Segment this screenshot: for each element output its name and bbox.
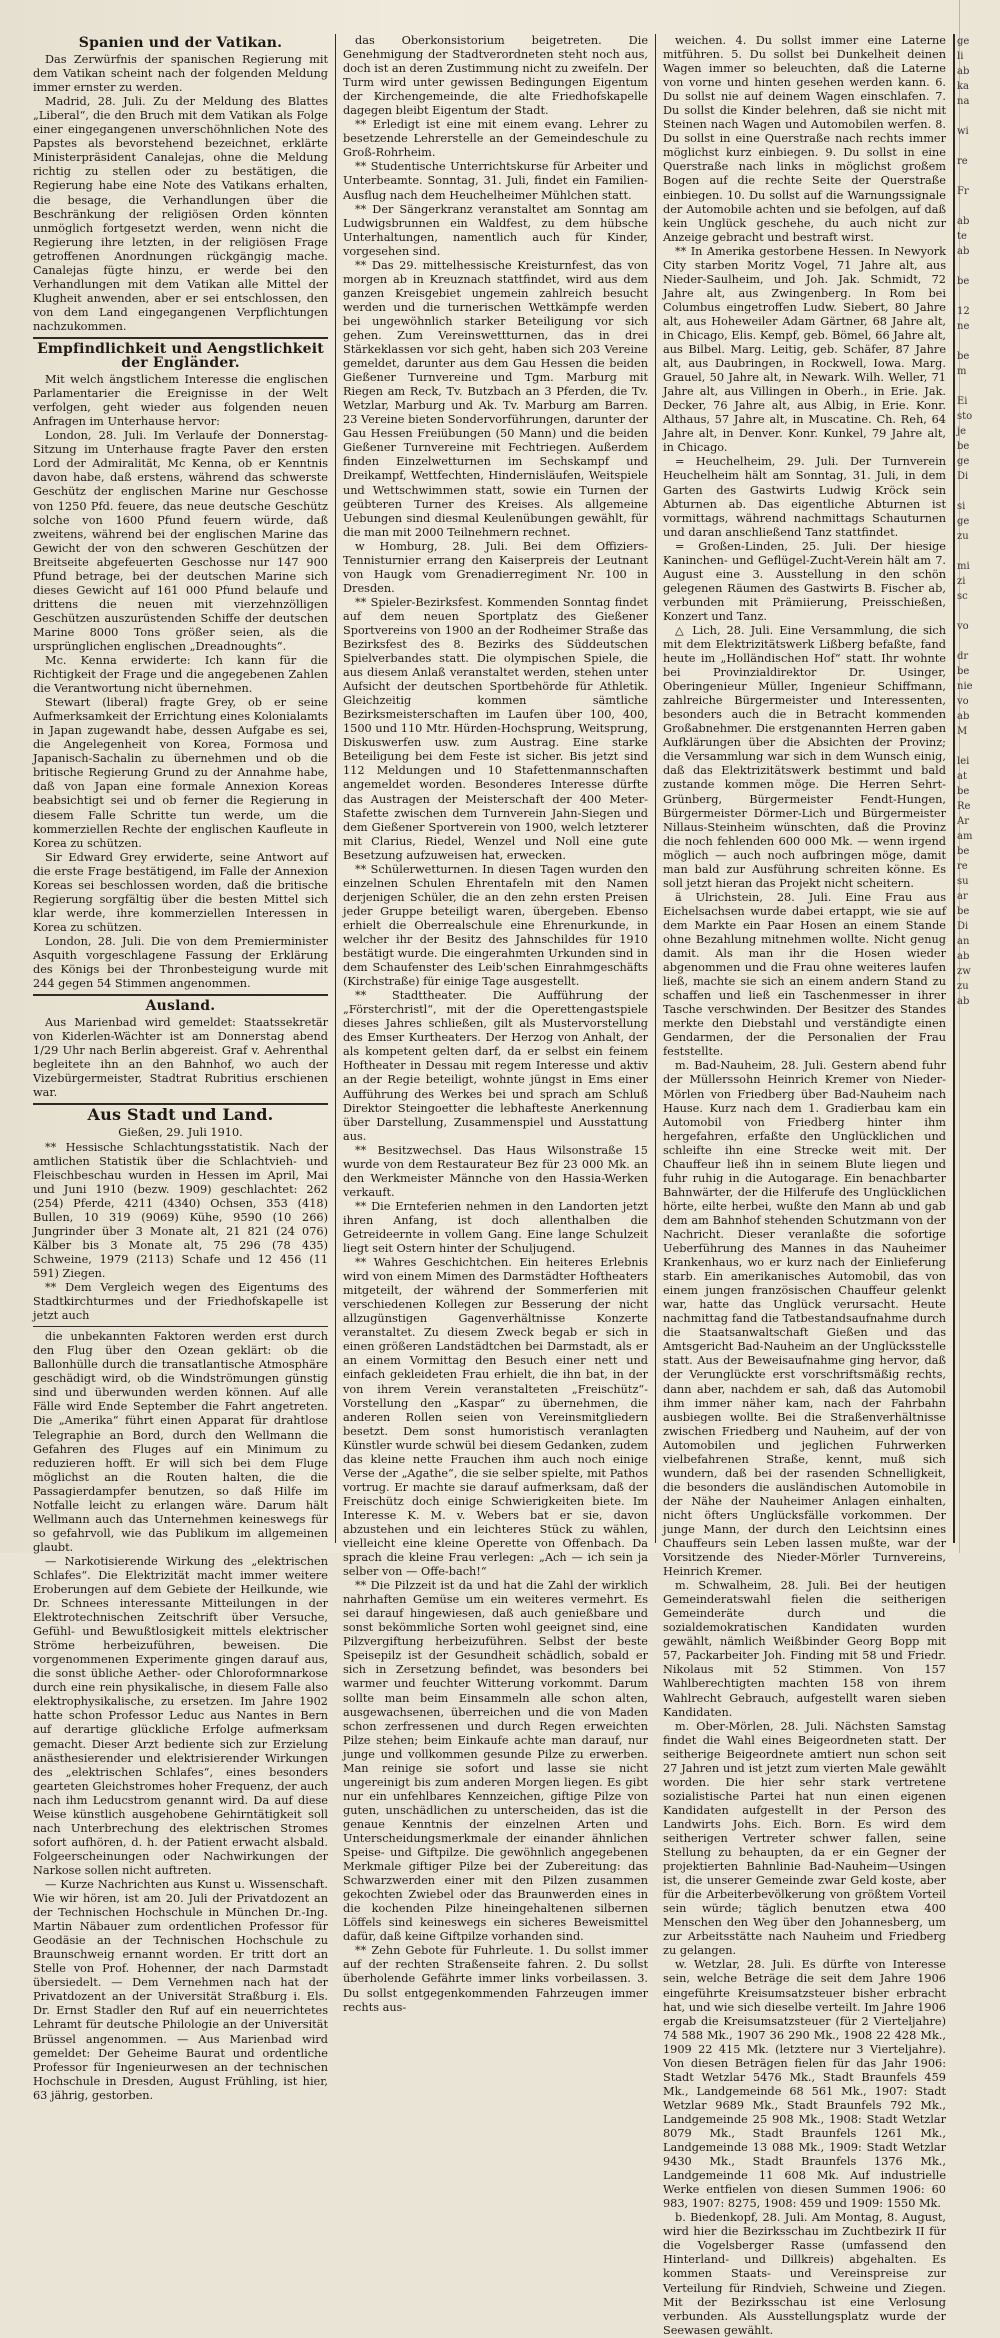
paragraph: ** Das 29. mittelhessische Kreisturnfest, das von morgen ab in Kreuznach stattfindet, wird aus dem ganzen Kreisgebiet ungemein zahlreich besucht werden und die turnerischen Wettkämpfe werden bei ungewöhnlich starker Beteiligung vor sich gehen. Zum Vereinswettturnen, das in drei Stärkeklassen vor sich geht, haben sich 203 Vereine gemeldet, darunter aus dem Gau Hessen die beiden Gießener Turnvereine und Tgm. Marburg mit Riegen am Reck, Tv. Butzbach an 3 Pferden, die Tv. Wetzlar, Marburg und Ak. Tv. Marburg am Barren. 23 Vereine bieten Sondervorführungen, darunter der Gau Hessen Freiübungen (50 Mann) und die beiden Gießener Turnvereine mit Fechtriegen. Außerdem finden Einzelwetturnen im Sechskampf und Dreikampf, Wettfechten, Hindernisläufen, Weitspiele und Wettschwimmen statt, sowie ein Turnen der geübteren Turner des Kreises. Als allgemeine Uebungen sind diesmal Keulenübungen gewählt, für die man mit 2000 Teilnehmern rechnet.	[343, 258, 648, 539]
paragraph: ** Schülerwetturnen. In diesen Tagen wurden den einzelnen Schulen Ehrentafeln mit den Namen derjenigen Schüler, die an den zehn ersten Preisen jeder Gruppe beteiligt waren, übergeben. Ebenso erhielt die Oberrealschule eine Ehrenurkunde, in welcher ihr der Besitz des Jahnschildes für 1910 bestätigt wurde. Die eingerahmten Urkunden sind in dem Schaufenster des Leib'schen Einrahmgeschäfts (Kirchstraße) für einige Tage ausgestellt.	[343, 862, 648, 989]
paragraph: — Kurze Nachrichten aus Kunst u. Wissenschaft. Wie wir hören, ist am 20. Juli der Privatdozent an der Technischen Hochschule in München Dr.-Ing. Martin Näbauer zum ordentlichen Professor für Geodäsie an der Technischen Hochschule zu Braunschweig ernannt worden. Er tritt dort an Stelle von Prof. Hohenner, der nach Darmstadt übersiedelt. — Dem Vernehmen nach hat der Privatdozent an der Universität Straßburg i. Els. Dr. Ernst Stadler den Ruf auf ein neuerrichtetes Lehramt für deutsche Philologie an der Universität Brüssel angenommen. — Aus Marienbad wird gemeldet: Der Geheime Baurat und ordentliche Professor für Ingenieurwesen an der technischen Hochschule in Dresden, August Frühling, ist hier, 63 jährig, gestorben.	[33, 1878, 328, 2102]
paragraph: ** In Amerika gestorbene Hessen. In Newyork City starben Moritz Vogel, 71 Jahre alt, aus Nieder-Saulheim, und Joh. Jak. Schmidt, 72 Jahre alt, aus Zwingenberg. In Rom bei Columbus eingetroffen Ludw. Siebert, 80 Jahre alt, aus Hoheweiler Adam Gärtner, 68 Jahre alt, in Chicago, Elis. Kempf, geb. Bömel, 66 Jahre alt, aus Bilbel. Marg. Leitig, geb. Schäfer, 87 Jahre alt, aus Daubringen, in Rockwell, Iowa. Marg. Grauel, 50 Jahre alt, in Newark. Wilh. Weller, 71 Jahre alt, aus Villingen in Oberh., in Erie. Jak. Decker, 76 Jahre alt, aus Albig, in Erie. Konr. Althaus, 57 Jahre alt, in Muscatine. Ch. Reh, 64 Jahre alt, in Denver. Konr. Kunkel, 79 Jahre alt, in Chicago.	[663, 244, 946, 455]
paragraph: ** Die Ernteferien nehmen in den Landorten jetzt ihren Anfang, ist doch allenthalben die Getreideernte in vollem Gang. Eine lange Schulzeit liegt seit Ostern hinter der Schuljugend.	[343, 1199, 648, 1256]
heading-ausland: Ausland.	[145, 998, 216, 1015]
paragraph: ** Erledigt ist eine mit einem evang. Lehrer zu besetzende Lehrerstelle an der Gemeindeschule zu Groß-Rohrheim.	[343, 118, 648, 160]
heading-spain: Spanien und der Vatikan.	[78, 35, 283, 51]
edge-fragments: ge li ab ka na wi re Fr ab te ab be 12 ne be m Ei sto je be ge Di si ge zu mi zi sc vo dr be nie vo ab M lei at be Re Ar am be re su ar be Di an ab zw zu ab	[957, 36, 973, 1007]
column-container	[26, 34, 986, 2337]
paragraph: ** Die Pilzzeit ist da und hat die Zahl der wirklich nahrhaften Gemüse um ein weiteres vermehrt. Es sei darauf hingewiesen, daß auch genießbare und sonst bekömmliche Sorten wohl geeignet sind, eine Pilzvergiftung herbeizuführen. Selbst der beste Speisepilz ist der Gesundheit schädlich, sobald er sich in Zersetzung befindet, was besonders bei warmer und feuchter Witterung vorkommt. Darum sollte man beim Einsammeln alle schon alten, ausgewachsenen, überreichen und die von Maden schon zerfressenen und durch Regen erweichten Pilze stehen; beim Einkaufe achte man darauf, nur junge und vollkommen gesunde Pilze zu erwerben. Man reinige sie sofort und lasse sie nicht ungereinigt bis zum anderen Morgen liegen. Es gibt nur ein unfehlbares Kennzeichen, giftige Pilze von guten, unschädlichen zu unterscheiden, das ist die genaue Kenntnis der einzelnen Arten und Unterscheidungsmerkmale der einander ähnlichen Speise- und Giftpilze. Die gewöhnlich angegebenen Merkmale giftiger Pilze bei der Zubereitung: das Schwarzwerden einer mit den Pilzen zusammen gekochten Zwiebel oder das Braunwerden eines in die kochenden Pilze hineingehaltenen silbernen Löffels sind keineswegs ein sicheres Beweismittel dafür, daß keine Giftpilze vorhanden sind.	[343, 1579, 648, 1944]
column-3	[656, 34, 954, 2337]
column-1	[26, 34, 336, 2102]
paragraph: ä Ulrichstein, 28. Juli. Eine Frau aus Eichelsachsen wurde dabei ertappt, wie sie auf dem Markte ein Paar Hosen an einem Stande ohne Bezahlung mitnehmen wollte. Nicht genug damit. Als man ihr die Hosen wieder abgenommen und die Frau ohne weiteres laufen ließ, machte sie sich an einem andern Stand zu schaffen und ließ ein Taschenmesser in ihrer Tasche verschwinden. Der Besitzer des Standes merkte den Diebstahl und verständigte einen Gendarmen, der die Personalien der Frau feststellte.	[663, 890, 946, 1059]
heading-england: Empfindlichkeit und Aengstlichkeit der Engländer.	[37, 340, 324, 372]
paragraph: weichen. 4. Du sollst immer eine Laterne mitführen. 5. Du sollst bei Dunkelheit deinen Wagen immer so beleuchten, daß die Laterne von vorne und hinten gesehen werden kann. 6. Du sollst nie auf deinem Wagen einschlafen. 7. Du sollst die Kinder belehren, daß sie nicht mit Steinen nach Wagen und Automobilen werfen. 8. Du sollst in eine Querstraße nach rechts immer möglichst kurz einbiegen. 9. Du sollst in eine Querstraße nach links in möglichst großem Bogen auf die rechte Seite der Querstraße einbiegen. 10. Du sollst auf die Warnungssignale der Automobile achten und sie befolgen, auf daß kein Unglück geschehe, du auch nicht zur Anzeige gebracht und bestraft wirst.	[663, 34, 946, 244]
page-fold-shadow	[959, 0, 960, 1553]
paragraph: ** Studentische Unterrichtskurse für Arbeiter und Unterbeamte. Sonntag, 31. Juli, findet ein Familien-Ausflug nach dem Heuchelheimer Mühlchen statt.	[343, 160, 648, 202]
paragraph: Das Zerwürfnis der spanischen Regierung mit dem Vatikan scheint nach der folgenden Meldung immer ernster zu werden.	[33, 53, 328, 95]
divider	[33, 337, 328, 339]
paragraph: △ Lich, 28. Juli. Eine Versammlung, die sich mit dem Elektrizitätswerk Lißberg befaßte, fand heute im „Holländischen Hof“ statt. Ihr wohnte bei Provinzialdirektor Dr. Usinger, Oberingenieur Müller, Ingenieur Schiffmann, zahlreiche Bürgermeister und Interessenten, besonders auch die in Betracht kommenden Großabnehmer. Die erstgenannten Herren gaben Aufklärungen über die Absichten der Provinz; die Versammlung war sich in dem Wunsch einig, daß das Elektrizitätswerk bestimmt und bald zustande kommen möge. Die Herren Sehrt-Grünberg, Bürgermeister Fendt-Hungen, Bürgermeister Dörmer-Lich und Bürgermeister Nillaus-Steinheim wünschten, daß die Provinz die noch fehlenden 600 000 Mk. — wenn irgend möglich — auch noch aufbringen möge, damit man bald zur Ausführung schreiten könne. Es soll jetzt hieran das Projekt nicht scheitern.	[663, 623, 946, 890]
paragraph: ** Der Sängerkranz veranstaltet am Sonntag am Ludwigsbrunnen ein Waldfest, zu dem hübsche Unterhaltungen, namentlich auch für Kinder, vorgesehen sind.	[343, 202, 648, 258]
paragraph: ** Stadttheater. Die Aufführung der „Försterchristl“, mit der die Operettengastspiele dieses Jahres schließen, gilt als Mustervorstellung des Emser Kurtheaters. Der Herzog von Anhalt, der als kompetent gelten darf, da er selbst ein feinem Hoftheater in Dessau mit regem Interesse und aktiv an der Regie beteiligt, wohnte jüngst in Ems einer Aufführung des Werkes bei und sprach am Schluß Direktor Steingoetter die lebhafteste Anerkennung über Darstellung, Zusammenspiel und Ausstattung aus.	[343, 989, 648, 1143]
paragraph: ** Wahres Geschichtchen. Ein heiteres Erlebnis wird von einem Mimen des Darmstädter Hoftheaters mitgeteilt, der während der Sommerferien mit verschiedenen Kollegen zur Besserung der nicht allzugünstigen Gagenverhältnisse Konzerte veranstaltet. Zu diesem Zweck begab er sich in einen größeren Landstädtchen bei Darmstadt, als er an einem Vormittag den Besuch einer nett und einfach gekleideten Frau erhielt, die ihn bat, in der von ihrem Verein veranstalteten „Freischütz“-Vorstellung den „Kaspar“ zu übernehmen, die anderen Rollen seien von Vereinsmitgliedern besetzt. Dem sonst humoristisch veranlagten Künstler wurde schwül bei diesem Gedanken, zudem das kleine nette Frauchen ihm auch noch einige Verse der „Agathe“, die sie selber spielte, mit Pathos vortrug. Er machte sie darauf aufmerksam, daß der Freischütz doch einige Schwierigkeiten biete. Im Interesse K. M. v. Webers bat er sie, davon abzustehen und ein leichteres Stück zu wählen, vielleicht eine kleine Operette von Offenbach. Da sprach die kleine Frau verlegen: „Ach — ich sein ja selber von — Offe-bach!“	[343, 1256, 648, 1579]
paragraph: w. Wetzlar, 28. Juli. Es dürfte von Interesse sein, welche Beträge die seit dem Jahre 1906 eingeführte Kreisumsatzsteuer bisher erbracht hat, und wie sich dieselbe verteilt. Im Jahre 1906 ergab die Kreisumsatzsteuer (für 2 Vierteljahre) 74 588 Mk., 1907 36 290 Mk., 1908 22 428 Mk., 1909 22 415 Mk. (letztere nur 3 Vierteljahre). Von diesen Beträgen fielen für das Jahr 1906: Stadt Wetzlar 5476 Mk., Stadt Braunfels 459 Mk., Landgemeinde 68 561 Mk., 1907: Stadt Wetzlar 9689 Mk., Stadt Braunfels 792 Mk., Landgemeinde 25 908 Mk., 1908: Stadt Wetzlar 8079 Mk., Stadt Braunfels 1261 Mk., Landgemeinde 13 088 Mk., 1909: Stadt Wetzlar 9430 Mk., Stadt Braunfels 1376 Mk., Landgemeinde 11 608 Mk. Auf industrielle Werke entfielen von diesen Summen 1906: 60 983, 1907: 8275, 1908: 459 und 1909: 1550 Mk.	[663, 1958, 946, 2211]
paragraph: = Großen-Linden, 25. Juli. Der hiesige Kaninchen- und Geflügel-Zucht-Verein hält am 7. August eine 3. Ausstellung in den schön gelegenen Räumen des Gastwirts B. Fischer ab, verbunden mit Prämiierung, Preisschießen, Konzert und Tanz.	[663, 539, 946, 623]
divider	[33, 1326, 328, 1327]
paragraph: = Heuchelheim, 29. Juli. Der Turnverein Heuchelheim hält am Sonntag, 31. Juli, in dem Garten des Gastwirts Ludwig Kröck sein Abturnen ab. Das eigentliche Abturnen ist vormittags, während nachmittags Schauturnen und daran anschließend Tanz stattfindet.	[663, 455, 946, 539]
paragraph: — Narkotisierende Wirkung des „elektrischen Schlafes“. Die Elektrizität macht immer weitere Eroberungen auf dem Gebiete der Heilkunde, wie Dr. Schnees interessante Mitteilungen in der Elektrotechnischen Zeitschrift über Versuche, Gefühl- und Bewußtlosigkeit mittels elektrischer Ströme herbeizuführen, beweisen. Die vorgenommenen Experimente gingen darauf aus, die sonst übliche Aether- oder Chloroformnarkose durch eine rein physikalische, in diesem Falle also elektrophysikalische, zu ersetzen. Im Jahre 1902 hatte schon Professor Leduc aus Nantes in Bern auf derartige glückliche Erfolge aufmerksam gemacht. Dieser Arzt bediente sich zur Erzielung anästhesierender und elektrisierender Wirkungen des „elektrischen Schlafes“, eines besonders gearteten Gleichstromes hoher Frequenz, der auch nach ihm Leducstrom genannt wird. Da auf diese Weise künstlich ausgehobene Gehirntätigkeit soll nach Unterbrechung des elektrischen Stromes sofort aufhören, d. h. der Patient erwacht alsbald. Folgeerscheinungen oder Nachwirkungen der Narkose sollen nicht auftreten.	[33, 1554, 328, 1877]
paragraph: das Oberkonsistorium beigetreten. Die Genehmigung der Stadtverordneten steht noch aus, doch ist an deren Zustimmung nicht zu zweifeln. Der Turm wird unter gewissen Bedingungen Eigentum der Kirchengemeinde, die alte Friedhofskapelle dagegen bleibt Eigentum der Stadt.	[343, 34, 648, 118]
article-spain-vatican	[33, 36, 328, 334]
paragraph: ** Besitzwechsel. Das Haus Wilsonstraße 15 wurde von dem Restaurateur Bez für 23 000 Mk. an den Werkmeister Männche von den Hassia-Werken verkauft.	[343, 1143, 648, 1199]
dateline: Gießen, 29. Juli 1910.	[118, 1125, 243, 1139]
column-2	[336, 34, 656, 2014]
paragraph: ** Dem Vergleich wegen des Eigentums des Stadtkirchturmes und der Friedhofskapelle ist jetzt auch	[33, 1281, 328, 1323]
paragraph: Sir Edward Grey erwiderte, seine Antwort auf die erste Frage bestätigend, im Falle der Annexion Koreas sei beschlossen worden, daß die britische Regierung sorgfältig über die besten Mittel sich klar werde, ihre kommerziellen Interessen in Korea zu schützen.	[33, 850, 328, 934]
paragraph: m. Bad-Nauheim, 28. Juli. Gestern abend fuhr der Müllerssohn Heinrich Kremer von Nieder-Mörlen von Friedberg über Bad-Nauheim nach Hause. Kurz nach dem 1. Gradierbau kam ein Automobil von Friedberg hinter ihm hergefahren, erfaßte den Unglücklichen und schleifte ihn eine Strecke weit mit. Der Chauffeur ließ ihn in seinem Blute liegen und fuhr ruhig in die Autogarage. Ein benachbarter Bahnwärter, der die Hilferufe des Unglücklichen hörte, eilte herbei, wußte den Mann ab und gab dem am Bahnhof stehenden Schutzmann von der Nachricht. Dieser veranlaßte die sofortige Ueberführung des Mannes in das Nauheimer Krankenhaus, wo er kurz nach der Einlieferung starb. Ein amerikanisches Automobil, das von einem jungen französischen Chauffeur gelenkt war, hatte das Unglück verursacht. Heute nachmittag fand die Tatbestandsaufnahme durch die Staatsanwaltschaft Gießen und das Amtsgericht Bad-Nauheim an der Unglücksstelle statt. Aus der Beweisaufnahme ging hervor, daß der Verunglückte erst vorschriftsmäßig rechts, dann aber, nachdem er sah, daß das Automobil ihm immer näher kam, nach der Fahrbahn ausbiegen wollte. Bei die Straßenverhältnisse zwischen Friedberg und Nauheim, auf der von Automobilen und jeglichen Fuhrwerken vielbefahrenen Straße, kennt, muß sich wundern, daß bei der rasenden Schnelligkeit, die besonders die ausländischen Automobile in der Nähe der Nauheimer Anlagen einhalten, nicht öfters Unglücksfälle vorkommen. Der junge Mann, der durch den Leichtsinn eines Chauffeurs sein Leben lassen mußte, war der Vorsitzende des Nieder-Mörler Turnvereins, Heinrich Kremer.	[663, 1059, 946, 1579]
paragraph: die unbekannten Faktoren werden erst durch den Flug über den Ozean geklärt: ob die Ballonhülle durch die transatlantische Atmosphäre geschädigt wird, ob die Windströmungen günstig sind und überwunden werden können. Auf alle Fälle wird Ende September die Fahrt angetreten. Die „Amerika“ führt einen Apparat für drahtlose Telegraphie an Bord, durch den Wellmann die Gefahren des Fluges auf ein Minimum zu reduzieren hofft. Er will sich bei dem Fluge möglichst an die Routen halten, die die Passagierdampfer benutzen, so daß Hilfe im Notfalle leicht zu erlangen wäre. Darum hält Wellmann auch das Unternehmen keineswegs für so gefahrvoll, wie das Publikum im allgemeinen glaubt.	[33, 1330, 328, 1554]
paragraph: Aus Marienbad wird gemeldet: Staatssekretär von Kiderlen-Wächter ist am Donnerstag abend 1/29 Uhr nach Berlin abgereist. Graf v. Aehrenthal begleitete ihn an den Bahnhof, wo auch der Vizebürgermeister, Stadtrat Rubritius erschienen war.	[33, 1016, 328, 1100]
divider	[33, 994, 328, 996]
paragraph: Mit welch ängstlichem Interesse die englischen Parlamentarier die Ereignisse in der Welt verfolgen, geht wieder aus folgenden neuen Anfragen im Unterhause hervor:	[33, 373, 328, 429]
paragraph: ** Spieler-Bezirksfest. Kommenden Sonntag findet auf dem neuen Sportplatz des Gießener Sportvereins von 1900 an der Rodheimer Straße das Bezirksfest des 8. Bezirks des Süddeutschen Spielverbandes statt. Die olympischen Spiele, die aus diesem Anlaß veranstaltet werden, stehen unter Aufsicht der deutschen Sportbehörde für Athletik. Gleichzeitig kommen sämtliche Bezirksmeisterschaften im Laufen über 100, 400, 1500 und 110 Mtr. Hürden-Hochsprung, Weitsprung, Diskuswerfen usw. zum Austrag. Eine starke Beteiligung bei dem Feste ist sicher. Bis jetzt sind 112 Meldungen und 10 Stafettenmannschaften angemeldet worden. Besonderes Interesse dürfte das Austragen der Meisterschaft der 400 Meter-Stafette zwischen dem Turnverein Jahn-Siegen und dem Gießener Sportverein von 1900, welch letzterer mit Clarius, Riedel, Wenzel und Noll eine gute Besetzung aufzuweisen hat, erwecken.	[343, 595, 648, 862]
article-england	[33, 342, 328, 991]
paragraph: Stewart (liberal) fragte Grey, ob er seine Aufmerksamkeit der Errichtung eines Kolonialamts in Japan zugewandt habe, dessen Aufgabe es sei, die Angelegenheit von Korea, Formosa und Japanisch-Sachalin zu übernehmen und ob die britische Regierung Grund zu der Annahme habe, daß von Japan eine formale Annexion Koreas beabsichtigt sei und ob ferner die Regierung in diesem Falle Schritte tun werde, um die kommerziellen Rechte der englischen Kaufleute in Korea zu schützen.	[33, 696, 328, 850]
paragraph: w Homburg, 28. Juli. Bei dem Offiziers-Tennisturnier errang den Kaiserpreis der Leutnant von Haugk vom Grenadierregiment Nr. 100 in Dresden.	[343, 539, 648, 595]
paragraph: London, 28. Juli. Die von dem Premierminister Asquith vorgeschlagene Fassung der Erklärung des Königs bei der Thronbesteigung wurde mit 244 gegen 54 Stimmen angenommen.	[33, 934, 328, 991]
article-stadt-land	[33, 1105, 328, 2102]
paragraph: b. Biedenkopf, 28. Juli. Am Montag, 8. August, wird hier die Bezirksschau im Zuchtbezirk II für die Vogelsberger Rasse (umfassend den Hinterland- und Dillkreis) abgehalten. Es kommen Staats- und Vereinspreise zur Verteilung für Rindvieh, Schweine und Ziegen. Mit der Bezirksschau ist eine Verlosung verbunden. Als Ausstellungsplatz wurde der Seewasen gewählt.	[663, 2211, 946, 2337]
article-ausland	[33, 999, 328, 1100]
paragraph: ** Hessische Schlachtungsstatistik. Nach der amtlichen Statistik über die Schlachtvieh- und Fleischbeschau wurden in Hessen im April, Mai und Juni 1910 (bezw. 1909) geschlachtet: 262 (254) Pferde, 4211 (4340) Ochsen, 353 (418) Bullen, 10 319 (9069) Kühe, 9590 (10 266) Jungrinder über 3 Monate alt, 21 821 (24 076) Kälber bis 3 Monate alt, 75 296 (78 435) Schweine, 1979 (2113) Schafe und 12 456 (11 591) Ziegen.	[33, 1140, 328, 1280]
paragraph: m. Ober-Mörlen, 28. Juli. Nächsten Samstag findet die Wahl eines Beigeordneten statt. Der seitherige Beigeordnete amtiert nun schon seit 27 Jahren und ist jetzt zum vierten Male gewählt worden. Die hier sehr stark vertretene sozialistische Partei hat nun einen eigenen Kandidaten aufgestellt in der Person des Landwirts Johs. Eich. Born. Es wird dem seitherigen Vertreter schwer fallen, seine Stellung zu behaupten, da er ein Gegner der projektierten Bahnlinie Bad-Nauheim—Usingen ist, die unserer Gemeinde zwar Geld koste, aber für die Arbeiterbevölkerung von größtem Vorteil sein würde; täglich benutzen etwa 400 Menschen den Weg über den Johannesberg, um zur Arbeitsstätte nach Nauheim und Friedberg zu gelangen.	[663, 1719, 946, 1958]
paragraph: London, 28. Juli. Im Verlaufe der Donnerstag-Sitzung im Unterhause fragte Paver den ersten Lord der Admiralität, Mc Kenna, ob er Kenntnis davon habe, daß erstens, während das schwerste Geschütz der englischen Marine nur Geschosse von 1250 Pfd. feuere, das neue deutsche Geschütz solche von 1600 Pfund feuern würde, daß zweitens, während bei der englischen Marine das Gewicht der von den schweren Geschützen der Breitseite abgefeuerten Geschosse nur 147 900 Pfund betrage, bei der deutschen Marine sich dieses Gewicht auf 161 000 Pfund belaufe und drittens die neuen mit vierzehnzölligen Geschützen auszurüstenden Schiffe der deutschen Marine 8000 Tons größer seien, als die ursprünglichen englischen „Dreadnoughts“.	[33, 429, 328, 653]
paragraph: ** Zehn Gebote für Fuhrleute. 1. Du sollst immer auf der rechten Straßenseite fahren. 2. Du sollst überholende Gefährte immer links vorbeilassen. 3. Du sollst entgegenkommenden Fahrzeugen immer rechts aus-	[343, 1944, 648, 2014]
paragraph: m. Schwalheim, 28. Juli. Bei der heutigen Gemeinderatswahl fielen die seitherigen Gemeinderäte durch und die sozialdemokratischen Kandidaten wurden gewählt, nämlich Weißbinder Georg Bopp mit 57, Packarbeiter Joh. Finding mit 58 und Friedr. Nikolaus mit 52 Stimmen. Von 157 Wahlberechtigten machten 158 von ihrem Wahlrecht Gebrauch, aufgestellt waren sieben Kandidaten.	[663, 1579, 946, 1719]
heading-stadt-land: Aus Stadt und Land.	[87, 1105, 274, 1125]
paragraph: Mc. Kenna erwiderte: Ich kann für die Richtigkeit der Frage und die angegebenen Zahlen die Verantwortung nicht übernehmen.	[33, 654, 328, 696]
paragraph: Madrid, 28. Juli. Zu der Meldung des Blattes „Liberal“, die den Bruch mit dem Vatikan als Folge einer eingegangenen unverschöhnlichen Note des Papstes als bevorstehend bezeichnet, erklärte Ministerpräsident Canalejas, ohne die Meldung richtig zu stellen oder zu bestätigen, die Regierung habe eine Note des Vatikans erhalten, die besage, die Verhandlungen über die Beschränkung der religiösen Orden könnten unmöglich fortgesetzt werden, wenn nicht die Regierung ihre letzten, in der religiösen Frage getroffenen Anordnungen rückgängig mache. Canalejas fügte hinzu, er werde bei den Verhandlungen mit dem Vatikan alle Mittel der Klugheit anwenden, aber er sei entschlossen, den von dem Land eingegangenen Verpflichtungen nachzukommen.	[33, 95, 328, 333]
